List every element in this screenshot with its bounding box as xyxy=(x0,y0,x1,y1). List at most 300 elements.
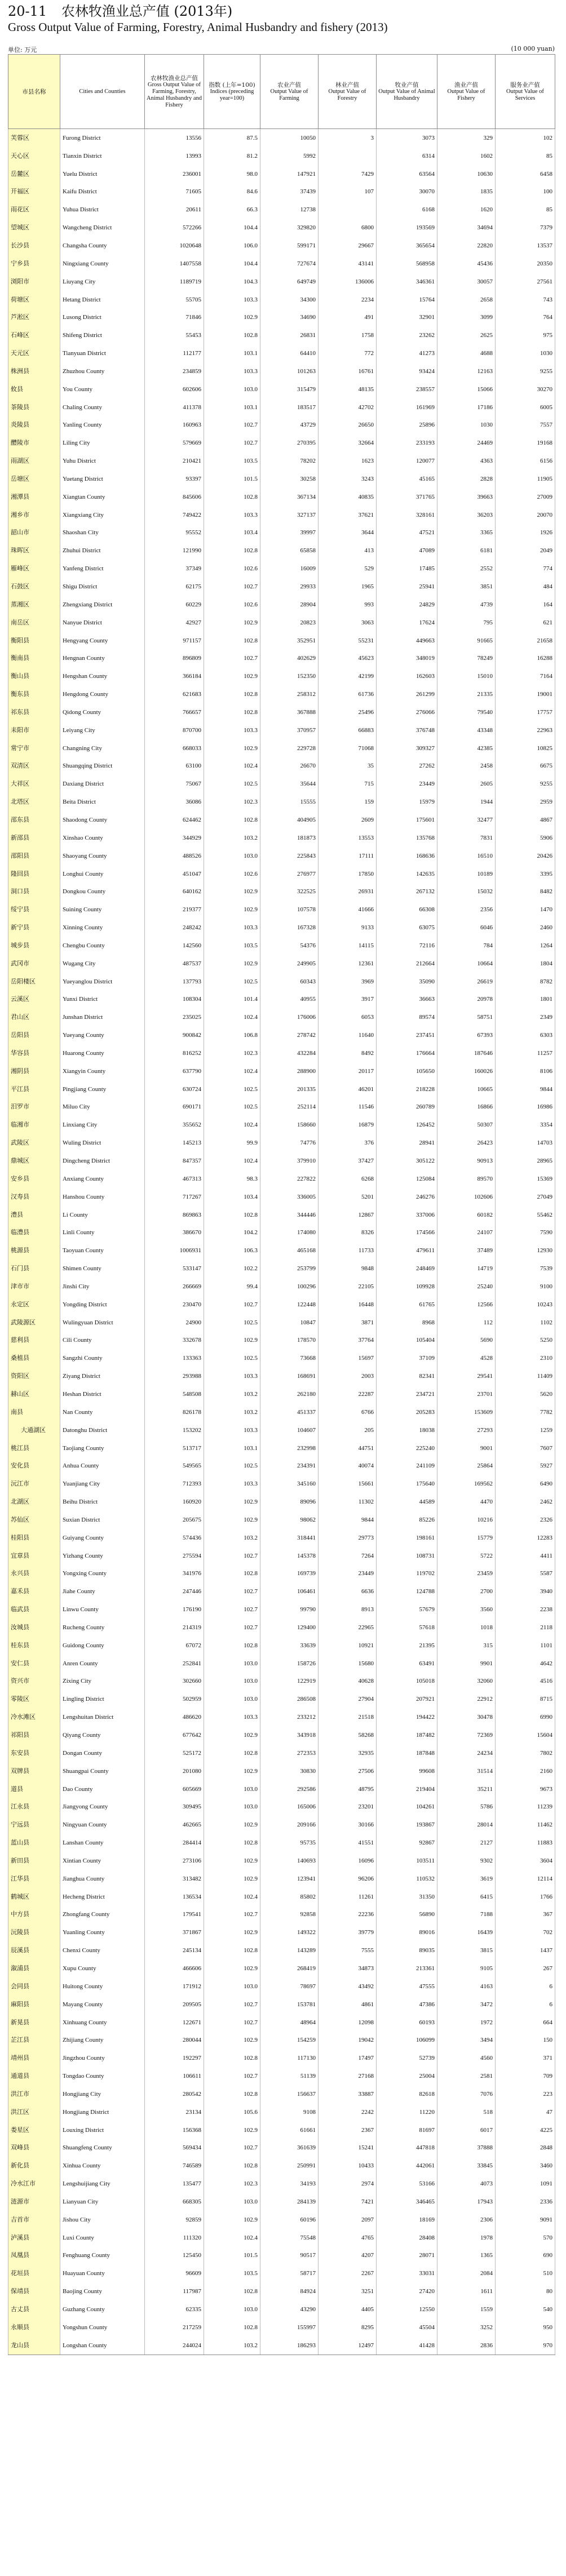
row-name-zh: 湘潭县 xyxy=(8,488,60,506)
cell-index: 103.5 xyxy=(204,2264,260,2282)
row-name-zh: 衡南县 xyxy=(8,649,60,667)
cell-services: 484 xyxy=(496,578,555,596)
cell-total: 217259 xyxy=(145,2318,204,2336)
row-name-en: Qidong County xyxy=(60,703,145,721)
table-row xyxy=(8,2139,555,2157)
cell-index: 103.3 xyxy=(204,721,260,739)
cell-total: 179541 xyxy=(145,1906,204,1924)
col-farming: 农业产值 Output Value of Farming xyxy=(260,55,319,129)
cell-forestry: 43141 xyxy=(319,255,377,273)
cell-forestry: 2003 xyxy=(319,1367,377,1385)
row-name-en: Xinning County xyxy=(60,919,145,937)
row-name-en: Fenghuang County xyxy=(60,2247,145,2265)
cell-fishery: 2836 xyxy=(437,2336,496,2355)
cell-index: 102.9 xyxy=(204,1511,260,1529)
cell-farming: 156637 xyxy=(260,2085,319,2103)
row-name-en: Liuyang City xyxy=(60,273,145,291)
cell-farming: 73668 xyxy=(260,1349,319,1367)
cell-animal: 33031 xyxy=(377,2264,437,2282)
cell-farming: 465168 xyxy=(260,1242,319,1260)
cell-index: 102.9 xyxy=(204,1959,260,1978)
cell-farming: 153781 xyxy=(260,1996,319,2014)
cell-services: 1766 xyxy=(496,1888,555,1906)
cell-forestry: 6800 xyxy=(319,219,377,237)
cell-fishery: 23459 xyxy=(437,1565,496,1583)
cell-services: 20426 xyxy=(496,847,555,865)
cell-total: 637790 xyxy=(145,1062,204,1080)
row-name-zh: 桃源县 xyxy=(8,1242,60,1260)
row-name-en: Chenxi County xyxy=(60,1941,145,1959)
cell-index: 102.4 xyxy=(204,1062,260,1080)
cell-index: 103.3 xyxy=(204,1367,260,1385)
cell-index: 102.8 xyxy=(204,542,260,560)
cell-fishery: 2828 xyxy=(437,470,496,488)
table-row xyxy=(8,2014,555,2032)
row-name-zh: 雁峰区 xyxy=(8,560,60,578)
cell-index: 103.5 xyxy=(204,452,260,470)
row-name-en: Yuanjiang City xyxy=(60,1475,145,1493)
cell-services: 7539 xyxy=(496,1260,555,1278)
cell-farming: 152350 xyxy=(260,667,319,685)
cell-total: 244024 xyxy=(145,2336,204,2355)
row-name-zh: 珠晖区 xyxy=(8,542,60,560)
row-name-en: Leiyang City xyxy=(60,721,145,739)
cell-forestry: 4861 xyxy=(319,1996,377,2014)
cell-total: 67072 xyxy=(145,1637,204,1655)
table-row xyxy=(8,1026,555,1044)
cell-index: 102.9 xyxy=(204,308,260,326)
cell-animal: 85226 xyxy=(377,1511,437,1529)
cell-total: 210421 xyxy=(145,452,204,470)
cell-farming: 186293 xyxy=(260,2336,319,2355)
row-name-en: Cili County xyxy=(60,1332,145,1350)
cell-forestry: 22965 xyxy=(319,1619,377,1637)
cell-index: 102.5 xyxy=(204,1098,260,1116)
row-name-zh: 江华县 xyxy=(8,1870,60,1888)
table-row xyxy=(8,1385,555,1403)
table-row xyxy=(8,883,555,901)
cell-total: 677642 xyxy=(145,1726,204,1744)
cell-fishery: 91665 xyxy=(437,632,496,650)
table-row xyxy=(8,2282,555,2300)
table-row xyxy=(8,291,555,309)
cell-farming: 201335 xyxy=(260,1080,319,1098)
cell-total: 302660 xyxy=(145,1673,204,1691)
row-name-en: Dongan County xyxy=(60,1744,145,1762)
cell-fishery: 25864 xyxy=(437,1457,496,1475)
cell-index: 87.5 xyxy=(204,129,260,147)
cell-fishery: 1365 xyxy=(437,2247,496,2265)
cell-forestry: 32935 xyxy=(319,1744,377,1762)
row-name-en: Linwu County xyxy=(60,1600,145,1619)
table-row xyxy=(8,955,555,973)
cell-farming: 183517 xyxy=(260,398,319,416)
cell-farming: 268419 xyxy=(260,1959,319,1978)
cell-farming: 100296 xyxy=(260,1278,319,1296)
cell-services: 11883 xyxy=(496,1834,555,1852)
cell-forestry: 9133 xyxy=(319,919,377,937)
table-row xyxy=(8,937,555,955)
row-name-en: Mayang County xyxy=(60,1996,145,2014)
row-name-zh: 宁远县 xyxy=(8,1816,60,1834)
cell-total: 125450 xyxy=(145,2247,204,2265)
cell-services: 2336 xyxy=(496,2193,555,2211)
cell-total: 275594 xyxy=(145,1547,204,1565)
cell-services: 4225 xyxy=(496,2121,555,2139)
cell-fishery: 16866 xyxy=(437,1098,496,1116)
table-row xyxy=(8,1888,555,1906)
table-row xyxy=(8,165,555,183)
row-name-zh: 蓝山县 xyxy=(8,1834,60,1852)
table-row xyxy=(8,237,555,255)
cell-services: 14703 xyxy=(496,1134,555,1152)
cell-fishery: 1602 xyxy=(437,147,496,165)
cell-fishery: 15066 xyxy=(437,380,496,398)
cell-services: 19168 xyxy=(496,434,555,452)
cell-index: 103.0 xyxy=(204,380,260,398)
cell-forestry: 29667 xyxy=(319,237,377,255)
row-name-en: Lingling District xyxy=(60,1690,145,1708)
table-row xyxy=(8,1223,555,1242)
cell-animal: 89035 xyxy=(377,1941,437,1959)
cell-services: 3354 xyxy=(496,1116,555,1134)
cell-farming: 43729 xyxy=(260,416,319,434)
cell-index: 102.7 xyxy=(204,2139,260,2157)
cell-services: 5927 xyxy=(496,1457,555,1475)
cell-farming: 143289 xyxy=(260,1941,319,1959)
cell-farming: 158726 xyxy=(260,1655,319,1673)
cell-forestry: 71068 xyxy=(319,739,377,757)
cell-forestry: 3063 xyxy=(319,614,377,632)
cell-forestry: 39779 xyxy=(319,1923,377,1941)
cell-animal: 82618 xyxy=(377,2085,437,2103)
table-row xyxy=(8,1744,555,1762)
row-name-en: Lianyuan City xyxy=(60,2193,145,2211)
cell-farming: 95735 xyxy=(260,1834,319,1852)
cell-index: 103.0 xyxy=(204,2300,260,2318)
col-total: 农林牧渔业总产值 Gross Output Value of Farming, Forestry, Animal Husbandry and Fishery xyxy=(145,55,204,129)
cell-farming: 178570 xyxy=(260,1332,319,1350)
row-name-en: Jiahe County xyxy=(60,1582,145,1600)
row-name-zh: 泸溪县 xyxy=(8,2229,60,2247)
cell-fishery: 6017 xyxy=(437,2121,496,2139)
cell-forestry: 16448 xyxy=(319,1296,377,1314)
cell-index: 102.7 xyxy=(204,1619,260,1637)
cell-services: 950 xyxy=(496,2318,555,2336)
row-name-en: Jingzhou County xyxy=(60,2049,145,2067)
table-row xyxy=(8,1170,555,1188)
cell-total: 55453 xyxy=(145,326,204,344)
cell-farming: 129400 xyxy=(260,1619,319,1637)
cell-animal: 52739 xyxy=(377,2049,437,2067)
row-name-en: Changsha County xyxy=(60,237,145,255)
cell-forestry: 26650 xyxy=(319,416,377,434)
cell-fishery: 37888 xyxy=(437,2139,496,2157)
cell-total: 602606 xyxy=(145,380,204,398)
cell-services: 9255 xyxy=(496,362,555,380)
cell-forestry: 11733 xyxy=(319,1242,377,1260)
row-name-zh: 安化县 xyxy=(8,1457,60,1475)
row-name-en: You County xyxy=(60,380,145,398)
row-name-en: Wangcheng District xyxy=(60,219,145,237)
cell-farming: 30258 xyxy=(260,470,319,488)
row-name-en: Ziyang District xyxy=(60,1367,145,1385)
cell-farming: 252114 xyxy=(260,1098,319,1116)
cell-fishery: 6181 xyxy=(437,542,496,560)
cell-forestry: 16096 xyxy=(319,1852,377,1870)
cell-index: 102.8 xyxy=(204,685,260,703)
cell-services: 540 xyxy=(496,2300,555,2318)
cell-total: 284414 xyxy=(145,1834,204,1852)
cell-fishery: 187646 xyxy=(437,1044,496,1062)
cell-total: 95552 xyxy=(145,524,204,542)
row-name-en: Hengdong County xyxy=(60,685,145,703)
table-title-zh-row xyxy=(8,3,555,19)
cell-total: 574436 xyxy=(145,1529,204,1547)
cell-services: 3604 xyxy=(496,1852,555,1870)
row-name-zh: 凤凰县 xyxy=(8,2247,60,2265)
table-row xyxy=(8,362,555,380)
cell-services: 2462 xyxy=(496,1493,555,1511)
row-name-en: Yueyanglou District xyxy=(60,973,145,991)
cell-index: 103.3 xyxy=(204,506,260,524)
cell-animal: 47521 xyxy=(377,524,437,542)
table-row xyxy=(8,649,555,667)
cell-animal: 207921 xyxy=(377,1690,437,1708)
cell-fishery: 795 xyxy=(437,614,496,632)
cell-forestry: 2242 xyxy=(319,2103,377,2121)
cell-fishery: 4163 xyxy=(437,1978,496,1996)
cell-index: 103.1 xyxy=(204,344,260,362)
table-row xyxy=(8,614,555,632)
cell-farming: 26831 xyxy=(260,326,319,344)
cell-total: 513717 xyxy=(145,1439,204,1457)
cell-forestry: 48135 xyxy=(319,380,377,398)
cell-services: 7557 xyxy=(496,416,555,434)
cell-total: 192297 xyxy=(145,2049,204,2067)
row-name-en: Dongkou County xyxy=(60,883,145,901)
cell-forestry: 6053 xyxy=(319,1008,377,1026)
cell-farming: 28904 xyxy=(260,596,319,614)
cell-fishery: 2658 xyxy=(437,291,496,309)
cell-animal: 60193 xyxy=(377,2014,437,2032)
cell-fishery: 9001 xyxy=(437,1439,496,1457)
cell-index: 104.4 xyxy=(204,219,260,237)
table-row xyxy=(8,1978,555,1996)
cell-fishery: 3365 xyxy=(437,524,496,542)
cell-forestry: 4207 xyxy=(319,2247,377,2265)
cell-fishery: 32477 xyxy=(437,811,496,829)
cell-total: 717267 xyxy=(145,1188,204,1206)
cell-forestry: 8295 xyxy=(319,2318,377,2336)
row-name-zh: 资阳区 xyxy=(8,1367,60,1385)
table-row xyxy=(8,1116,555,1134)
cell-index: 102.7 xyxy=(204,416,260,434)
row-name-zh: 江永县 xyxy=(8,1798,60,1816)
cell-fishery: 160026 xyxy=(437,1062,496,1080)
cell-fishery: 21335 xyxy=(437,685,496,703)
cell-animal: 25004 xyxy=(377,2067,437,2085)
cell-forestry: 26931 xyxy=(319,883,377,901)
cell-farming: 402629 xyxy=(260,649,319,667)
cell-total: 900842 xyxy=(145,1026,204,1044)
cell-farming: 262180 xyxy=(260,1385,319,1403)
table-row xyxy=(8,1493,555,1511)
cell-forestry: 1758 xyxy=(319,326,377,344)
row-name-en: Yongshun County xyxy=(60,2318,145,2336)
cell-services: 371 xyxy=(496,2049,555,2067)
row-name-zh: 大祥区 xyxy=(8,775,60,793)
cell-farming: 227822 xyxy=(260,1170,319,1188)
cell-index: 102.9 xyxy=(204,2211,260,2229)
cell-farming: 104607 xyxy=(260,1421,319,1439)
cell-fishery: 30478 xyxy=(437,1708,496,1726)
row-name-en: Hengnan County xyxy=(60,649,145,667)
cell-forestry: 3 xyxy=(319,129,377,147)
cell-forestry: 10433 xyxy=(319,2157,377,2175)
cell-farming: 292586 xyxy=(260,1780,319,1798)
cell-forestry: 41551 xyxy=(319,1834,377,1852)
cell-total: 712393 xyxy=(145,1475,204,1493)
cell-forestry: 42199 xyxy=(319,667,377,685)
cell-forestry: 15241 xyxy=(319,2139,377,2157)
row-name-zh: 芷江县 xyxy=(8,2031,60,2049)
cell-farming: 344446 xyxy=(260,1206,319,1224)
table-row xyxy=(8,1260,555,1278)
row-name-en: Yanfeng District xyxy=(60,560,145,578)
cell-index: 102.5 xyxy=(204,1080,260,1098)
cell-total: 160920 xyxy=(145,1493,204,1511)
table-row xyxy=(8,506,555,524)
row-name-zh: 石鼓区 xyxy=(8,578,60,596)
row-name-zh: 岳阳楼区 xyxy=(8,973,60,991)
cell-forestry: 159 xyxy=(319,793,377,811)
cell-forestry: 4765 xyxy=(319,2229,377,2247)
unit-label-en: (10 000 yuan) xyxy=(511,45,555,52)
cell-index: 106.8 xyxy=(204,1026,260,1044)
cell-index: 106.3 xyxy=(204,1242,260,1260)
cell-forestry: 2097 xyxy=(319,2211,377,2229)
cell-index: 102.3 xyxy=(204,2175,260,2193)
row-name-zh: 鼎城区 xyxy=(8,1152,60,1170)
row-name-en: Guzhang County xyxy=(60,2300,145,2318)
cell-total: 462665 xyxy=(145,1816,204,1834)
cell-total: 142560 xyxy=(145,937,204,955)
col-fishery: 渔业产值 Output Value of Fishery xyxy=(437,55,496,129)
cell-forestry xyxy=(319,147,377,165)
table-row xyxy=(8,1834,555,1852)
row-name-zh: 云溪区 xyxy=(8,991,60,1009)
cell-farming: 34690 xyxy=(260,308,319,326)
row-name-zh: 赫山区 xyxy=(8,1385,60,1403)
cell-index: 104.3 xyxy=(204,273,260,291)
cell-services: 8715 xyxy=(496,1690,555,1708)
cell-services: 774 xyxy=(496,560,555,578)
cell-fishery: 35211 xyxy=(437,1780,496,1798)
cell-fishery: 2605 xyxy=(437,775,496,793)
cell-total: 668033 xyxy=(145,739,204,757)
cell-index: 102.4 xyxy=(204,1008,260,1026)
row-name-zh: 城步县 xyxy=(8,937,60,955)
cell-total: 248242 xyxy=(145,919,204,937)
cell-total: 23134 xyxy=(145,2103,204,2121)
row-name-zh: 靖州县 xyxy=(8,2049,60,2067)
row-name-en: Baojing County xyxy=(60,2282,145,2300)
cell-forestry: 529 xyxy=(319,560,377,578)
cell-forestry xyxy=(319,201,377,219)
table-row xyxy=(8,1080,555,1098)
cell-total: 826178 xyxy=(145,1403,204,1421)
row-name-en: Shimen County xyxy=(60,1260,145,1278)
table-row xyxy=(8,1439,555,1457)
row-name-zh: 望城区 xyxy=(8,219,60,237)
table-row xyxy=(8,1941,555,1959)
cell-animal: 193867 xyxy=(377,1816,437,1834)
row-name-en: Suxian District xyxy=(60,1511,145,1529)
cell-index: 102.9 xyxy=(204,901,260,919)
table-row xyxy=(8,2085,555,2103)
cell-forestry: 376 xyxy=(319,1134,377,1152)
table-row xyxy=(8,1816,555,1834)
table-row xyxy=(8,1708,555,1726)
cell-index: 103.5 xyxy=(204,937,260,955)
cell-animal: 28071 xyxy=(377,2247,437,2265)
cell-services: 7590 xyxy=(496,1223,555,1242)
cell-fishery: 1972 xyxy=(437,2014,496,2032)
cell-farming: 101263 xyxy=(260,362,319,380)
row-name-en: Huayuan County xyxy=(60,2264,145,2282)
row-name-en: Miluo City xyxy=(60,1098,145,1116)
cell-farming: 65858 xyxy=(260,542,319,560)
cell-total: 466606 xyxy=(145,1959,204,1978)
cell-services: 27049 xyxy=(496,1188,555,1206)
cell-services: 85 xyxy=(496,147,555,165)
cell-services: 10825 xyxy=(496,739,555,757)
cell-animal: 45504 xyxy=(377,2318,437,2336)
row-name-en: Guiyang County xyxy=(60,1529,145,1547)
row-name-zh: 北湖区 xyxy=(8,1493,60,1511)
table-row xyxy=(8,1565,555,1583)
cell-index: 102.9 xyxy=(204,883,260,901)
table-row xyxy=(8,542,555,560)
cell-animal: 568958 xyxy=(377,255,437,273)
cell-total: 273106 xyxy=(145,1852,204,1870)
row-name-en: Longshan County xyxy=(60,2336,145,2355)
cell-farming: 379910 xyxy=(260,1152,319,1170)
row-name-zh: 保靖县 xyxy=(8,2282,60,2300)
cell-services: 1804 xyxy=(496,955,555,973)
cell-index: 103.0 xyxy=(204,1978,260,1996)
cell-total: 344929 xyxy=(145,829,204,847)
row-name-en: Yuhu District xyxy=(60,452,145,470)
cell-forestry: 7555 xyxy=(319,1941,377,1959)
table-row xyxy=(8,2103,555,2121)
table-row xyxy=(8,147,555,165)
cell-animal: 106099 xyxy=(377,2031,437,2049)
cell-services: 6005 xyxy=(496,398,555,416)
row-name-en: Anren County xyxy=(60,1655,145,1673)
row-name-zh: 宁乡县 xyxy=(8,255,60,273)
row-name-zh: 沅江市 xyxy=(8,1475,60,1493)
table-row xyxy=(8,865,555,883)
cell-index: 102.9 xyxy=(204,955,260,973)
cell-index: 102.8 xyxy=(204,2282,260,2300)
row-name-en: Hanshou County xyxy=(60,1188,145,1206)
cell-services: 7164 xyxy=(496,667,555,685)
unit-row xyxy=(8,44,555,54)
cell-total: 230470 xyxy=(145,1296,204,1314)
row-name-en: Xiangtan County xyxy=(60,488,145,506)
